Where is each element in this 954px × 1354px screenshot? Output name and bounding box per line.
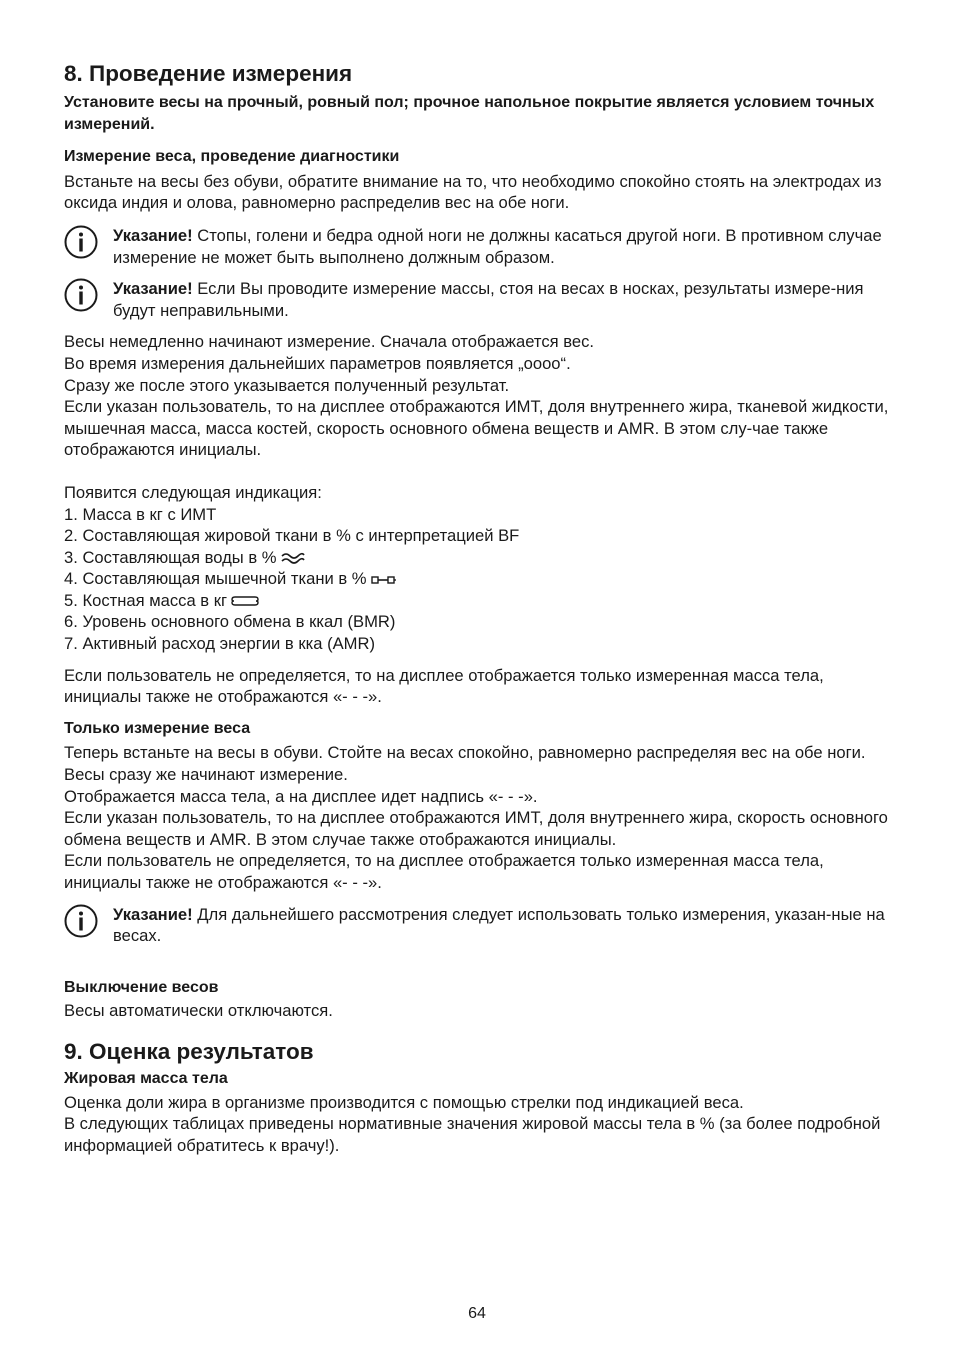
info-icon bbox=[64, 225, 98, 259]
paragraph-line: Во время измерения дальнейших параметров появляется „oooo“. bbox=[64, 353, 571, 373]
list-item: 2. Составляющая жировой ткани в % с интерпретацией BF bbox=[64, 526, 520, 546]
paragraph-line: Если пользователь не определяется, то на дисплее отображается только измеренная масса тела, инициалы также не отображаются «- - -». bbox=[64, 851, 824, 892]
paragraph-line: Если указан пользователь, то на дисплее отображаются ИМТ, доля внутреннего жира, тканевой жидкости, мышечная масса, масса костей, скорость основного обмена веществ и AMR. В этом слу-чае также отображаются инициалы. bbox=[64, 397, 889, 460]
paragraph-line: В следующих таблицах приведены нормативные значения жировой массы тела в % (за более подробной информацией обратитесь к врачу!). bbox=[64, 1114, 881, 1155]
page-number: 64 bbox=[468, 1305, 486, 1322]
paragraph-line: Отображается масса тела, а на дисплее идет надпись «- - -». bbox=[64, 786, 538, 806]
subheading-weight-diagnostics: Измерение веса, проведение диагностики bbox=[64, 148, 400, 166]
paragraph-auto-off: Весы автоматически отключаются. bbox=[64, 1001, 333, 1021]
paragraph-line: Теперь встаньте на весы в обуви. Стойте на весах спокойно, равномерно распределяя вес на обе ноги. Весы сразу же начинают измерение. bbox=[64, 743, 866, 785]
list-intro: Появится следующая индикация: bbox=[64, 482, 322, 502]
note-label: Указание! bbox=[113, 904, 193, 924]
note-block bbox=[64, 225, 894, 268]
water-icon bbox=[281, 552, 305, 564]
list-item: 7. Активный расход энергии в кка (AMR) bbox=[64, 634, 376, 654]
subheading-scale-off: Выключение весов bbox=[64, 978, 219, 996]
note-text bbox=[113, 904, 894, 947]
paragraph-line: Если указан пользователь, то на дисплее отображаются ИМТ, доля внутреннего жира, скорость основного обмена веществ и AMR. В этом случае также отображаются инициалы. bbox=[64, 808, 888, 849]
section-9-title: 9. Оценка результатов bbox=[64, 1038, 314, 1064]
page-content bbox=[64, 60, 894, 1156]
note-label: Указание! bbox=[113, 225, 193, 245]
measurement-description bbox=[64, 331, 894, 461]
note-block bbox=[64, 278, 894, 321]
subheading-body-fat: Жировая масса тела bbox=[64, 1069, 228, 1087]
bone-icon bbox=[231, 595, 259, 607]
note-label: Указание! bbox=[113, 279, 193, 299]
list-item: 4. Составляющая мышечной ткани в % bbox=[64, 568, 894, 590]
list-item: 5. Костная масса в кг bbox=[64, 590, 894, 612]
note-text bbox=[113, 225, 894, 268]
note-block bbox=[64, 904, 894, 947]
paragraph-line: Сразу же после этого указывается полученный результат. bbox=[64, 375, 510, 395]
list-item: 3. Составляющая воды в % bbox=[64, 547, 894, 569]
note-body: Стопы, голени и бедра одной ноги не должны касаться другой ноги. В противном случае измерение не может быть выполнено должным образом. bbox=[113, 225, 882, 267]
section-8-lead: Установите весы на прочный, ровный пол; прочное напольное покрытие является условием точных измерений. bbox=[64, 94, 875, 133]
note-body: Если Вы проводите измерение массы, стоя на весах в носках, результаты измере-ния будут неправильными. bbox=[113, 279, 864, 320]
note-body: Для дальнейшего рассмотрения следует использовать только измерения, указан-ные на весах. bbox=[113, 904, 885, 946]
info-icon bbox=[64, 904, 98, 938]
section-8-title: 8. Проведение измерения bbox=[64, 61, 353, 86]
paragraph-stand-on-scale: Встаньте на весы без обуви, обратите внимание на то, что необходимо спокойно стоять на электродах из оксида индия и олова, равномерно распределив вес на обе ноги. bbox=[64, 171, 882, 213]
list-item: 6. Уровень основного обмена в ккал (BMR) bbox=[64, 612, 396, 632]
paragraph-line: Оценка доли жира в организме производится с помощью стрелки под индикацией веса. bbox=[64, 1092, 744, 1112]
info-icon bbox=[64, 278, 98, 312]
paragraph-line: Весы немедленно начинают измерение. Сначала отображается вес. bbox=[64, 332, 594, 352]
weight-only-description bbox=[64, 742, 894, 893]
subheading-weight-only: Только измерение веса bbox=[64, 719, 251, 737]
list-item: 1. Масса в кг с ИМТ bbox=[64, 504, 217, 524]
body-fat-description bbox=[64, 1092, 894, 1157]
note-text bbox=[113, 278, 894, 321]
paragraph-no-user: Если пользователь не определяется, то на дисплее отображается только измеренная масса тела, инициалы также не отображаются «- - -». bbox=[64, 665, 824, 707]
muscle-icon bbox=[371, 574, 397, 586]
indicator-list bbox=[64, 504, 894, 655]
